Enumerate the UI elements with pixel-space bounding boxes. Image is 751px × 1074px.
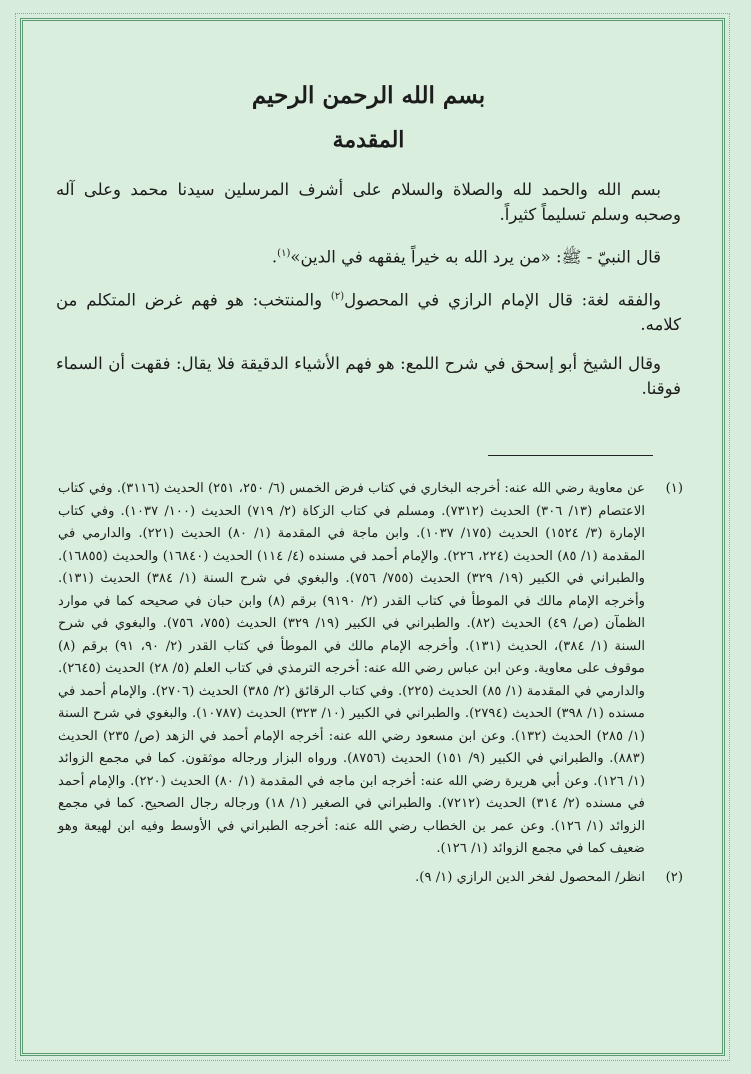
main-text [56,82,681,415]
footnote-text: عن معاوية رضي الله عنه: أخرجه البخاري في كتاب فرض الخمس (٦/ ٢٥٠، ٢٥١) الحديث (٣١١٦). وفي كتاب الاعتصام (١٣/ ٣٠٦) الحديث (٧٣١٢). ومسلم في كتاب الزكاة (٢/ ٧١٩) الحديث (١٠٠/ ١٠٣٧). وفي كتاب الإمارة (٣/ ١٥٢٤) الحديث (١٧٥/ ١٠٣٧). وابن ماجة في المقدمة (١/ ٨٠) الحديث (٢٢١). والدارمي في المقدمة (١/ ٨٥) الحديث (٢٢٤، ٢٢٦). والإمام أحمد في مسنده (٤/ ١١٤) الحديث (١٦٨٤٠) والحديث (١٦٨٥٥). والطبراني في الكبير (١٩/ ٣٢٩) الحديث (٧٥٥/ ٧٥٦). والبغوي في شرح السنة (١/ ٣٨٤) الحديث (١٣١). وأخرجه الإمام مالك في الموطأ في كتاب القدر (٢/ ٩١٩٠) برقم (٨) وابن حبان في صحيحه كما في موارد الظمآن (ص/ ٤٩) الحديث (٨٢). والطبراني في الكبير (١٩/ ٣٢٩) الحديث (٧٥٥، ٧٥٦). والبغوي في شرح السنة (١/ ٣٨٤)، الحديث (١٣١). وأخرجه الإمام مالك في الموطأ في كتاب القدر (٢/ ٩٠، ٩١) برقم (٨) موقوف على معاوية. وعن ابن عباس رضي الله عنه: أخرجه الترمذي في كتاب العلم (٥/ ٢٨) الحديث (٢٦٤٥). والدارمي في المقدمة (١/ ٨٥) الحديث (٢٢٥). وفي كتاب الرقائق (٢/ ٣٨٥) الحديث (٢٧٠٦). والإمام أحمد في مسنده (١/ ٣٩٨) الحديث (٢٧٩٤). والطبراني في الكبير (١٠/ ٣٢٣) الحديث (١٠٧٨٧). والبغوي في شرح السنة (١/ ٢٨٥) الحديث (١٣٢). وعن ابن مسعود رضي الله عنه: أخرجه الإمام أحمد في الزهد (ص/ ٢٣٥) الحديث (٨٨٣). والطبراني في الكبير (٩/ ١٥١) الحديث (٨٧٥٦). ورواه البزار ورجاله موثقون. كما في مجمع الزوائد (١/ ١٢٦). وعن أبي هريرة رضي الله عنه: أخرجه ابن ماجه في المقدمة (١/ ٨٠) الحديث (٢٢٠). والإمام أحمد في مسنده (٢/ ٣١٤) الحديث (٧٢١٢). والطبراني في الصغير (١/ ١٨) ورجاله رجال الصحيح. كما في مجمع الزوائد (١/ ١٢٦). وعن عمر بن الخطاب رضي الله عنه: أخرجه الطبراني في الأوسط وفيه ابن لهيعة وهو ضعيف كما في مجمع الزوائد (١/ ١٢٦). [58,481,646,856]
paragraph-abu-ishaq-text: وقال الشيخ أبو إسحق في شرح اللمع: هو فهم الأشياء الدقيقة فلا يقال: فقهت أن السماء فوقنا. [56,354,681,398]
footnote-ref-1[interactable]: (١) [277,248,291,259]
paragraph-fiqh-rest: والمنتخب: هو فهم غرض المتكلم من كلامه. [56,290,681,334]
footnote-number: (٢) [665,869,683,885]
footnote-1 [58,478,683,861]
footnote-divider [488,455,653,456]
paragraph-hadith-text: قال النبيّ - ﷺ: «من يرد الله به خيراً يفقهه في الدين» [290,247,661,267]
section-heading: المقدمة [332,127,405,153]
footnote-text: انظر/ المحصول لفخر الدين الرازي (١/ ٩). [415,869,645,885]
paragraph-hadith: قال النبيّ - ﷺ: «من يرد الله به خيراً يفقهه في الدين»$^{(١)}$. [271,247,661,267]
footnotes-section [58,478,683,895]
footnote-ref-2[interactable]: (٢) [330,290,345,302]
paragraph-fiqh-definition [56,284,681,338]
basmala-title: بسم الله الرحمن الرحيم [251,82,486,109]
paragraph-opening-text: بسم الله والحمد لله والصلاة والسلام على أشرف المرسلين سيدنا محمد وعلى آله وصحبه وسلم تسليماً كثيراً. [56,180,681,224]
footnote-number: (١) [665,481,683,496]
paragraph-fiqh-text: والفقه لغة: قال الإمام الرازي في المحصول [344,290,662,309]
paragraph-abu-ishaq [56,351,681,401]
footnote-2 [58,867,683,890]
paragraph-opening [56,177,681,227]
